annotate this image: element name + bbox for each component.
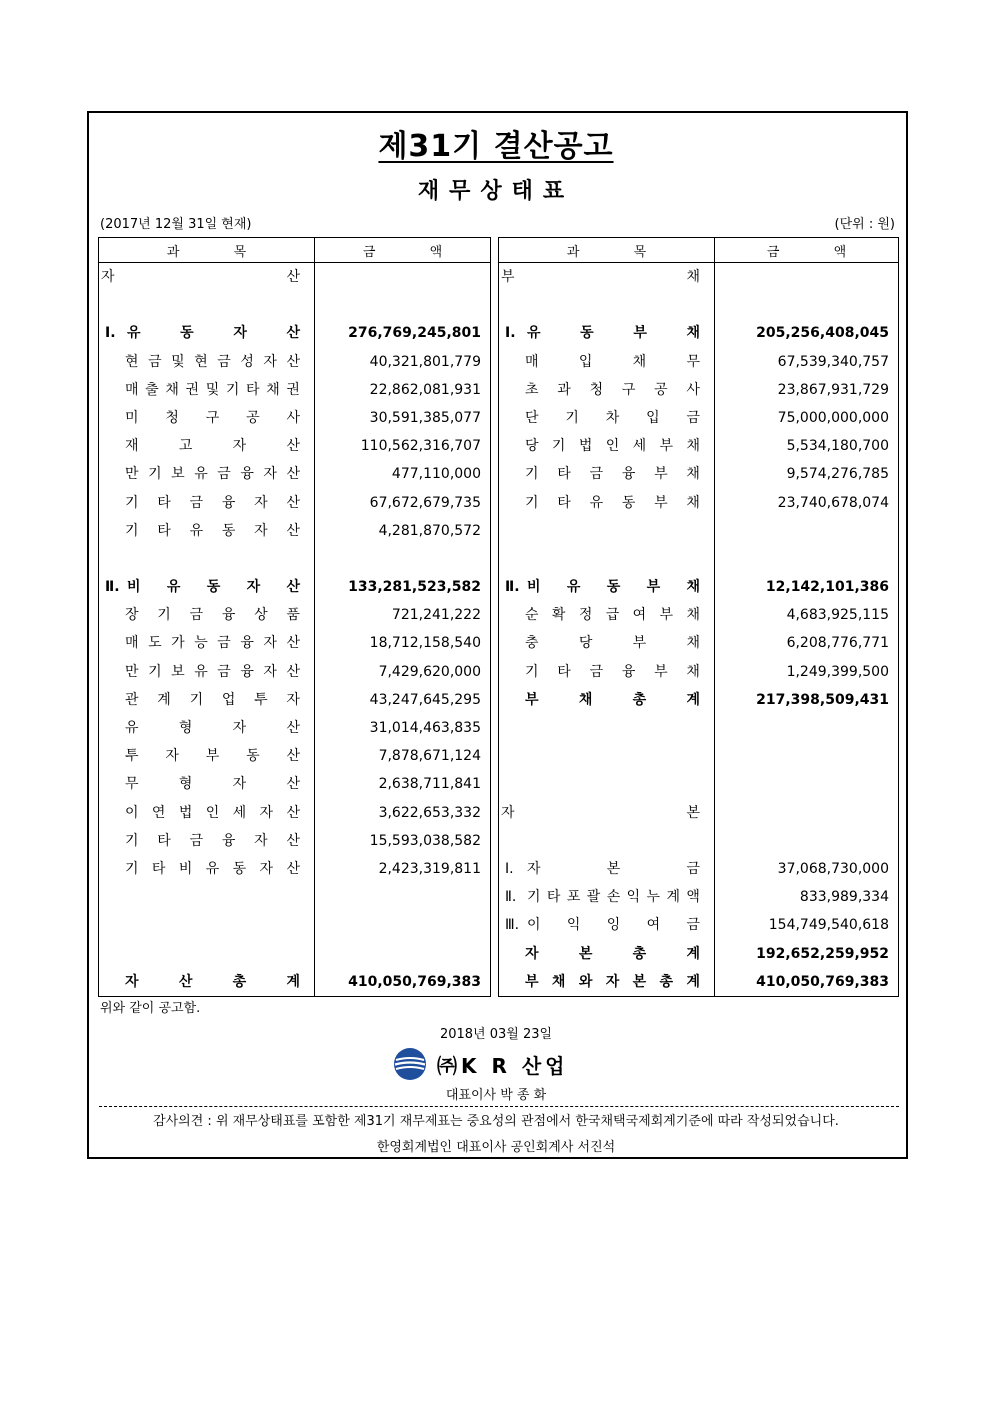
asset-amount: 721,241,222 (391, 607, 481, 624)
section-number: Ⅰ. (505, 860, 514, 877)
liability-row-blank (499, 827, 714, 855)
liability-row-header (499, 799, 714, 827)
asset-amount: 18,712,158,540 (369, 635, 481, 652)
liabilities-items (499, 263, 714, 996)
section-number: Ⅱ. (505, 889, 517, 906)
asset-row-item (99, 629, 314, 657)
assets-table (98, 237, 491, 997)
asset-amount: 30,591,385,077 (369, 409, 481, 426)
liability-row-equity (499, 855, 714, 883)
asset-amount (315, 545, 490, 573)
liability-amount: 9,574,276,785 (786, 466, 889, 483)
liability-row-total (499, 968, 714, 996)
ceo-name: 대표이사 박 종 화 (445, 1088, 547, 1103)
liability-amount: 410,050,769,383 (756, 973, 889, 990)
asset-amount: 2,638,711,841 (378, 776, 481, 793)
asset-row-item (99, 799, 314, 827)
asset-amount (315, 883, 490, 911)
asset-row-item (99, 460, 314, 488)
notice-text: 위와 같이 공고함. (100, 1001, 201, 1016)
row-label: 기 타 비 유 동 자 산 (125, 860, 300, 877)
asset-amount (315, 940, 490, 968)
asset-row-item (99, 376, 314, 404)
asset-row-total (99, 968, 314, 996)
liability-row-total (499, 940, 714, 968)
row-label: 자 본 총 계 (525, 945, 700, 962)
liability-amount: 4,683,925,115 (786, 607, 889, 624)
asset-row-item (99, 742, 314, 770)
liability-amount (715, 714, 898, 742)
row-label: 미 청 구 공 사 (125, 409, 300, 426)
liability-row-item (499, 489, 714, 517)
asset-row-item (99, 770, 314, 798)
liability-row-item (499, 658, 714, 686)
liability-row-item (499, 629, 714, 657)
row-label: 매 도 가 능 금 융 자 산 (125, 635, 300, 652)
asset-row-item (99, 601, 314, 629)
page-title: 제31기 결산공고 (378, 129, 614, 164)
asset-row-item (99, 686, 314, 714)
liability-row-blank (499, 517, 714, 545)
liability-amount (715, 799, 898, 827)
liability-amount: 154,749,540,618 (768, 917, 889, 934)
row-label: 기 타 유 동 부 채 (525, 494, 700, 511)
liability-amount: 5,534,180,700 (786, 438, 889, 455)
liability-row-total (499, 686, 714, 714)
liability-row-item (499, 404, 714, 432)
section-number: Ⅰ. (105, 325, 116, 342)
asset-row-item (99, 489, 314, 517)
row-label: 부 채 와 자 본 총 계 (525, 973, 700, 990)
asset-row-item (99, 658, 314, 686)
asset-row-blank (99, 545, 314, 573)
asset-amount: 2,423,319,811 (378, 860, 481, 877)
row-label: 이 연 법 인 세 자 산 (125, 804, 300, 821)
row-label: 부 채 총 계 (525, 691, 700, 708)
liability-amount: 192,652,259,952 (756, 945, 889, 962)
assets-items (99, 263, 314, 996)
liability-amount: 75,000,000,000 (777, 409, 889, 426)
liability-amount (715, 545, 898, 573)
row-label: 매 출 채 권 및 기 타 채 권 (125, 381, 300, 398)
divider (99, 1106, 899, 1107)
asset-amount: 7,429,620,000 (378, 663, 481, 680)
asset-amount: 67,672,679,735 (369, 494, 481, 511)
row-label: 기 타 금 융 부 채 (525, 663, 700, 680)
asset-amount: 15,593,038,582 (369, 832, 481, 849)
item-column-header: 과 목 (499, 238, 715, 263)
company-block (393, 1047, 568, 1081)
row-label: 관 계 기 업 투 자 (125, 691, 300, 708)
unit-label: (단위 : 원) (834, 217, 895, 232)
liabilities-amounts (715, 263, 898, 996)
row-label: 자 산 (101, 269, 300, 285)
asset-row-item (99, 404, 314, 432)
section-number: Ⅰ. (505, 325, 516, 342)
asset-amount (315, 911, 490, 939)
liabilities-table (498, 237, 899, 997)
liability-amount: 6,208,776,771 (786, 635, 889, 652)
liability-amount (715, 827, 898, 855)
row-label: 자 본 금 (527, 860, 700, 877)
asset-row-section (99, 573, 314, 601)
asset-row-blank (99, 883, 314, 911)
assets-amounts (315, 263, 490, 996)
row-label: 매 입 채 무 (525, 353, 700, 370)
liability-row-blank (499, 545, 714, 573)
liability-row-item (499, 376, 714, 404)
asset-row-blank (99, 911, 314, 939)
liability-amount: 205,256,408,045 (756, 325, 889, 342)
asset-amount: 133,281,523,582 (348, 579, 481, 596)
liability-amount: 37,068,730,000 (777, 860, 889, 877)
asset-amount: 22,862,081,931 (369, 381, 481, 398)
as-of-date: (2017년 12월 31일 현재) (100, 217, 252, 232)
liability-row-item (499, 601, 714, 629)
row-label: 부 채 (501, 269, 700, 285)
asset-amount: 40,321,801,779 (369, 353, 481, 370)
amount-column-header: 금 액 (715, 238, 899, 263)
liability-row-blank (499, 742, 714, 770)
asset-section-header (99, 263, 314, 291)
row-label: 현 금 및 현 금 성 자 산 (125, 353, 300, 370)
row-label: 초 과 청 구 공 사 (525, 381, 700, 398)
row-label: 자 본 (501, 804, 700, 821)
liability-row-item (499, 348, 714, 376)
row-label: 당 기 법 인 세 부 채 (525, 438, 700, 455)
liability-amount: 833,989,334 (799, 889, 889, 906)
asset-row-item (99, 432, 314, 460)
row-label: 만 기 보 유 금 융 자 산 (125, 663, 300, 680)
liability-row-item (499, 460, 714, 488)
row-label: 유 동 부 채 (527, 325, 700, 342)
asset-row-blank (99, 940, 314, 968)
item-column-header: 과 목 (99, 238, 315, 263)
row-label: 자 산 총 계 (125, 973, 300, 990)
liability-row-section (499, 573, 714, 601)
asset-amount: 3,622,653,332 (378, 804, 481, 821)
liability-amount (715, 770, 898, 798)
row-label: 투 자 부 동 산 (125, 748, 300, 765)
liability-amount (715, 517, 898, 545)
kr-logo-icon (393, 1047, 427, 1081)
row-label: 장 기 금 융 상 품 (125, 607, 300, 624)
asset-amount: 410,050,769,383 (348, 973, 481, 990)
amount-column-header: 금 액 (315, 238, 491, 263)
section-number: Ⅱ. (505, 579, 520, 596)
row-label: 단 기 차 입 금 (525, 409, 700, 426)
section-number: Ⅲ. (505, 917, 520, 934)
asset-amount: 4,281,870,572 (378, 522, 481, 539)
asset-row-item (99, 517, 314, 545)
section-number: Ⅱ. (105, 579, 120, 596)
notice-date: 2018년 03월 23일 (439, 1027, 553, 1042)
row-label: 만 기 보 유 금 융 자 산 (125, 466, 300, 483)
liability-amount: 1,249,399,500 (786, 663, 889, 680)
asset-amount: 31,014,463,835 (369, 720, 481, 736)
liability-amount: 217,398,509,431 (756, 691, 889, 708)
row-label: 기 타 유 동 자 산 (125, 522, 300, 539)
liability-row-equity (499, 911, 714, 939)
liability-row-blank (499, 714, 714, 742)
auditor-name: 한영회계법인 대표이사 공인회계사 서진석 (376, 1140, 616, 1155)
row-label: 비 유 동 부 채 (527, 579, 700, 596)
asset-amount: 276,769,245,801 (348, 325, 481, 342)
liability-amount: 12,142,101,386 (765, 579, 889, 596)
row-label: 유 형 자 산 (125, 720, 300, 736)
liability-row-blank (499, 770, 714, 798)
liability-amount: 67,539,340,757 (777, 353, 889, 370)
asset-amount: 43,247,645,295 (369, 691, 481, 708)
liability-row-section (499, 319, 714, 347)
asset-row-item (99, 348, 314, 376)
asset-amount: 7,878,671,124 (378, 748, 481, 765)
liability-row-equity (499, 883, 714, 911)
liability-section-header (499, 263, 714, 291)
row-label: 이 익 잉 여 금 (527, 917, 700, 934)
row-label: 충 당 부 채 (525, 635, 700, 652)
row-label: 유 동 자 산 (127, 325, 300, 342)
asset-row-section (99, 319, 314, 347)
liability-amount: 23,867,931,729 (777, 381, 889, 398)
audit-opinion: 감사의견 : 위 재무상태표를 포함한 제31기 재무제표는 중요성의 관점에서 한국채택국제회계기준에 따라 작성되었습니다. (153, 1114, 839, 1129)
liability-row-item (499, 432, 714, 460)
asset-amount: 477,110,000 (391, 466, 481, 483)
row-label: 재 고 자 산 (125, 438, 300, 455)
liability-amount: 23,740,678,074 (777, 494, 889, 511)
statement-title: 재무상태표 (417, 179, 575, 204)
asset-amount: 110,562,316,707 (360, 438, 481, 455)
row-label: 무 형 자 산 (125, 776, 300, 793)
asset-row-item (99, 855, 314, 883)
row-label: 비 유 동 자 산 (127, 579, 300, 596)
row-label: 기 타 금 융 자 산 (125, 832, 300, 849)
row-label: 기 타 금 융 부 채 (525, 466, 700, 483)
asset-row-item (99, 827, 314, 855)
row-label: 기 타 금 융 자 산 (125, 494, 300, 511)
company-name: ㈜K R 산업 (437, 1053, 569, 1078)
liability-amount (715, 742, 898, 770)
asset-row-item (99, 714, 314, 742)
row-label: 순 확 정 급 여 부 채 (525, 607, 700, 624)
row-label: 기 타 포 괄 손 익 누 계 액 (527, 889, 700, 906)
